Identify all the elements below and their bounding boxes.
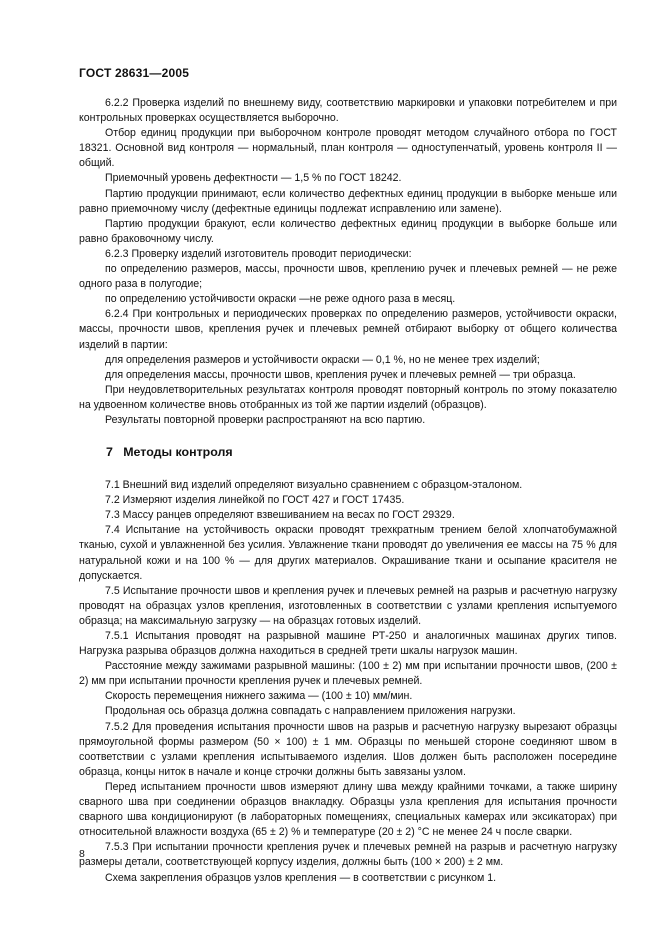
paragraph: Приемочный уровень дефектности — 1,5 % по ГОСТ 18242. <box>105 172 402 185</box>
paragraph: Схема закрепления образцов узлов крепления — в соответствии с рисунком 1. <box>105 871 497 884</box>
paragraph: 7.1 Внешний вид изделий определяют визуально сравнением с образцом-эталоном. <box>105 479 523 492</box>
section-heading <box>79 445 617 460</box>
paragraph: 7.4 Испытание на устойчивость окраски проводят трехкратным трением белой хлопчатобумажной тканью, сухой и увлажненной без усилия. Увлажнение ткани проводят до увеличения ее массы на 75 % для натуральной кожи и на 100 % — для других материалов. Окрашивание ткани и осыпание красителя не допускается. <box>79 524 617 582</box>
section-number: 7 <box>106 445 113 460</box>
document-header: ГОСТ 28631—2005 <box>79 66 190 80</box>
paragraph: 7.5.2 Для проведения испытания прочности швов на разрыв и расчетную нагрузку вырезают образцы прямоугольной формы размером (50 × 100) ± 1 мм. Образцы по меньшей стороне соединяют швом в соответствии с узлами крепления испытываемого изделия. Шов должен быть расположен посередине образца, концы ниток в начале и конце строчки должны быть завязаны узлом. <box>79 720 617 778</box>
paragraph: Партию продукции принимают, если количество дефектных единиц продукции в выборке меньше или равно приемочному числу (дефектные единицы подлежат исправлению или замене). <box>79 187 617 215</box>
document-body <box>79 96 617 886</box>
paragraph: 6.2.2 Проверка изделий по внешнему виду, соответствию маркировки и упаковки потребителем и при контрольных проверках осуществляется выборочно. <box>79 97 617 125</box>
paragraph: 7.5.1 Испытания проводят на разрывной машине РТ-250 и аналогичных машинах других типов. Нагрузка разрыва образцов должна находиться в средней трети шкалы нагрузок машин. <box>79 630 617 658</box>
paragraph: 6.2.3 Проверку изделий изготовитель проводит периодически: <box>105 247 412 260</box>
paragraph: Партию продукции бракуют, если количество дефектных единиц продукции в выборке больше или равно браковочному числу. <box>79 217 617 245</box>
paragraph: Скорость перемещения нижнего зажима — (100 ± 10) мм/мин. <box>105 690 413 703</box>
paragraph: При неудовлетворительных результатах контроля проводят повторный контроль по этому показателю на удвоенном количестве вновь отобранных из той же партии изделий (образцов). <box>79 383 617 411</box>
paragraph: для определения массы, прочности швов, крепления ручек и плечевых ремней — три образца. <box>105 368 576 381</box>
paragraph: по определению устойчивости окраски —не реже одного раза в месяц. <box>105 293 456 306</box>
paragraph: по определению размеров, массы, прочности швов, креплению ручек и плечевых ремней — не реже одного раза в полугодие; <box>79 263 617 291</box>
paragraph: 7.3 Массу ранцев определяют взвешиванием на весах по ГОСТ 29329. <box>105 509 455 522</box>
paragraph: Результаты повторной проверки распространяют на всю партию. <box>105 413 426 426</box>
section-title-text: Методы контроля <box>123 445 233 460</box>
paragraph: Перед испытанием прочности швов измеряют длину шва между крайними точками, а также ширину сварного шва при соединении образцов внакладку. Образцы узла крепления для испытания прочности сварного шва кондиционируют (в лабораторных помещениях, специальных камерах или эксикаторах) при относительной влажности воздуха (65 ± 2) % и температуре (20 ± 2) °С не менее 24 ч после сварки. <box>79 780 617 839</box>
paragraph: 7.5.3 При испытании прочности крепления ручек и плечевых ремней на разрыв и расчетную нагрузку размеры детали, соответствующей корпусу изделия, должны быть (100 × 200) ± 2 мм. <box>79 841 617 869</box>
paragraph: Продольная ось образца должна совпадать с направлением приложения нагрузки. <box>105 705 516 718</box>
paragraph: Расстояние между зажимами разрывной машины: (100 ± 2) мм при испытании прочности швов, (200 ± 2) мм при испытании прочности крепления ручек и плечевых ремней. <box>79 660 617 688</box>
paragraph: 6.2.4 При контрольных и периодических проверках по определению размеров, устойчивости окраски, массы, прочности швов, крепления ручек и плечевых ремней отбирают выборку от общего количества изделий в партии: <box>79 308 617 351</box>
paragraph: 7.2 Измеряют изделия линейкой по ГОСТ 427 и ГОСТ 17435. <box>105 494 405 507</box>
page-number: 8 <box>79 848 85 860</box>
paragraph: Отбор единиц продукции при выборочном контроле проводят методом случайного отбора по ГОСТ 18321. Основной вид контроля — нормальный, план контроля — одноступенчатый, уровень контроля II — общий. <box>79 127 617 170</box>
paragraph: для определения размеров и устойчивости окраски — 0,1 %, но не менее трех изделий; <box>105 353 540 366</box>
paragraph: 7.5 Испытание прочности швов и крепления ручек и плечевых ремней на разрыв и расчетную нагрузку проводят на образцах узлов крепления, изготовленных в соответствии с узлами крепления испытуемого образца; на максимальную загрузку — на образцах готовых изделий. <box>79 584 617 627</box>
